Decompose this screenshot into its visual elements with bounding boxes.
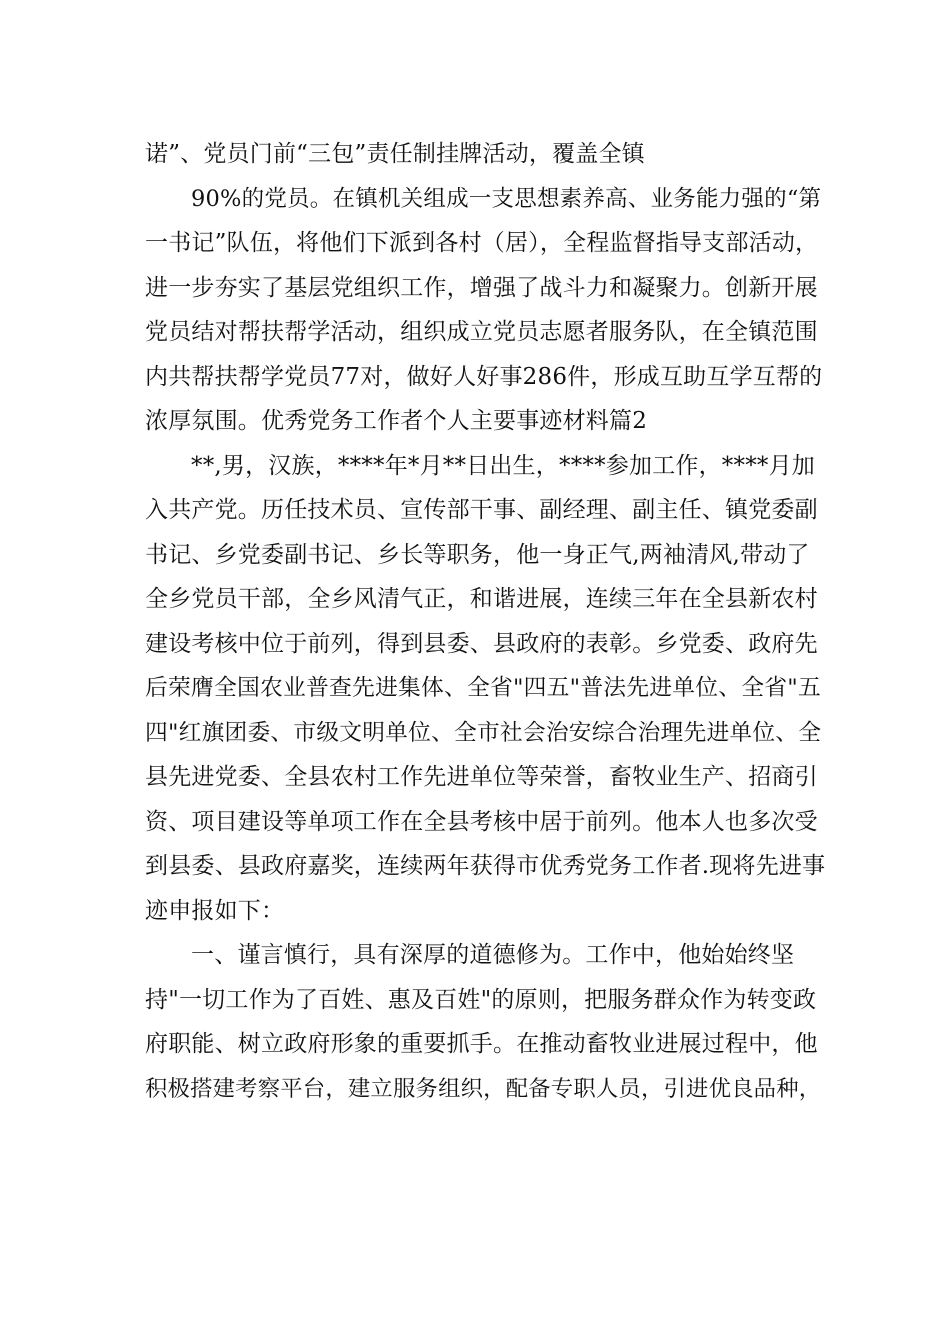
document-line: 90%的党员。在镇机关组成一支思想素养高、业务能力强的“第 — [191, 185, 822, 212]
document-line: 建设考核中位于前列，得到县委、县政府的表彰。乡党委、政府先 — [145, 630, 818, 657]
document-line: 全乡党员干部，全乡风清气正，和谐进展，连续三年在全县新农村 — [145, 586, 818, 612]
document-line: 书记、乡党委副书记、乡长等职务，他一身正气,两袖清风,带动了 — [145, 541, 810, 568]
document-line: 县先进党委、全县农村工作先进单位等荣誉，畜牧业生产、招商引 — [145, 764, 818, 790]
document-line: 进一步夯实了基层党组织工作，增强了战斗力和凝聚力。创新开展 — [145, 274, 818, 301]
document-line: 后荣膺全国农业普查先进集体、全省"四五"普法先进单位、全省"五 — [145, 675, 821, 701]
document-line: 资、项目建设等单项工作在全县考核中居于前列。他本人也多次受 — [145, 808, 818, 835]
document-line: 浓厚氛围。优秀党务工作者个人主要事迹材料篇2 — [145, 408, 648, 434]
document-line: **,男，汉族，****年*月**日出生，****参加工作，****月加 — [191, 452, 816, 479]
document-line: 内共帮扶帮学党员77对，做好人好事286件，形成互助互学互帮的 — [145, 363, 823, 390]
document-line: 到县委、县政府嘉奖，连续两年获得市优秀党务工作者.现将先进事 — [145, 853, 826, 879]
document-line: 一书记”队伍，将他们下派到各村（居），全程监督指导支部活动， — [145, 230, 819, 256]
document-line: 府职能、树立政府形象的重要抓手。在推动畜牧业进展过程中，他 — [145, 1031, 818, 1057]
document-line: 迹申报如下： — [145, 897, 285, 924]
document-line: 持"一切工作为了百姓、惠及百姓"的原则，把服务群众作为转变政 — [145, 986, 817, 1013]
document-body — [145, 132, 825, 1111]
document-line: 积极搭建考察平台，建立服务组织，配备专职人员，引进优良品种， — [145, 1075, 822, 1102]
document-line: 诺”、党员门前“三包”责任制挂牌活动，覆盖全镇 — [145, 141, 645, 167]
document-line: 入共产党。历任技术员、宣传部干事、副经理、副主任、镇党委副 — [145, 497, 818, 523]
document-line: 四"红旗团委、市级文明单位、全市社会治安综合治理先进单位、全 — [145, 719, 822, 746]
document-line: 党员结对帮扶帮学活动，组织成立党员志愿者服务队，在全镇范围 — [145, 319, 818, 345]
document-line: 一、谨言慎行，具有深厚的道德修为。工作中，他始始终坚 — [191, 942, 795, 968]
